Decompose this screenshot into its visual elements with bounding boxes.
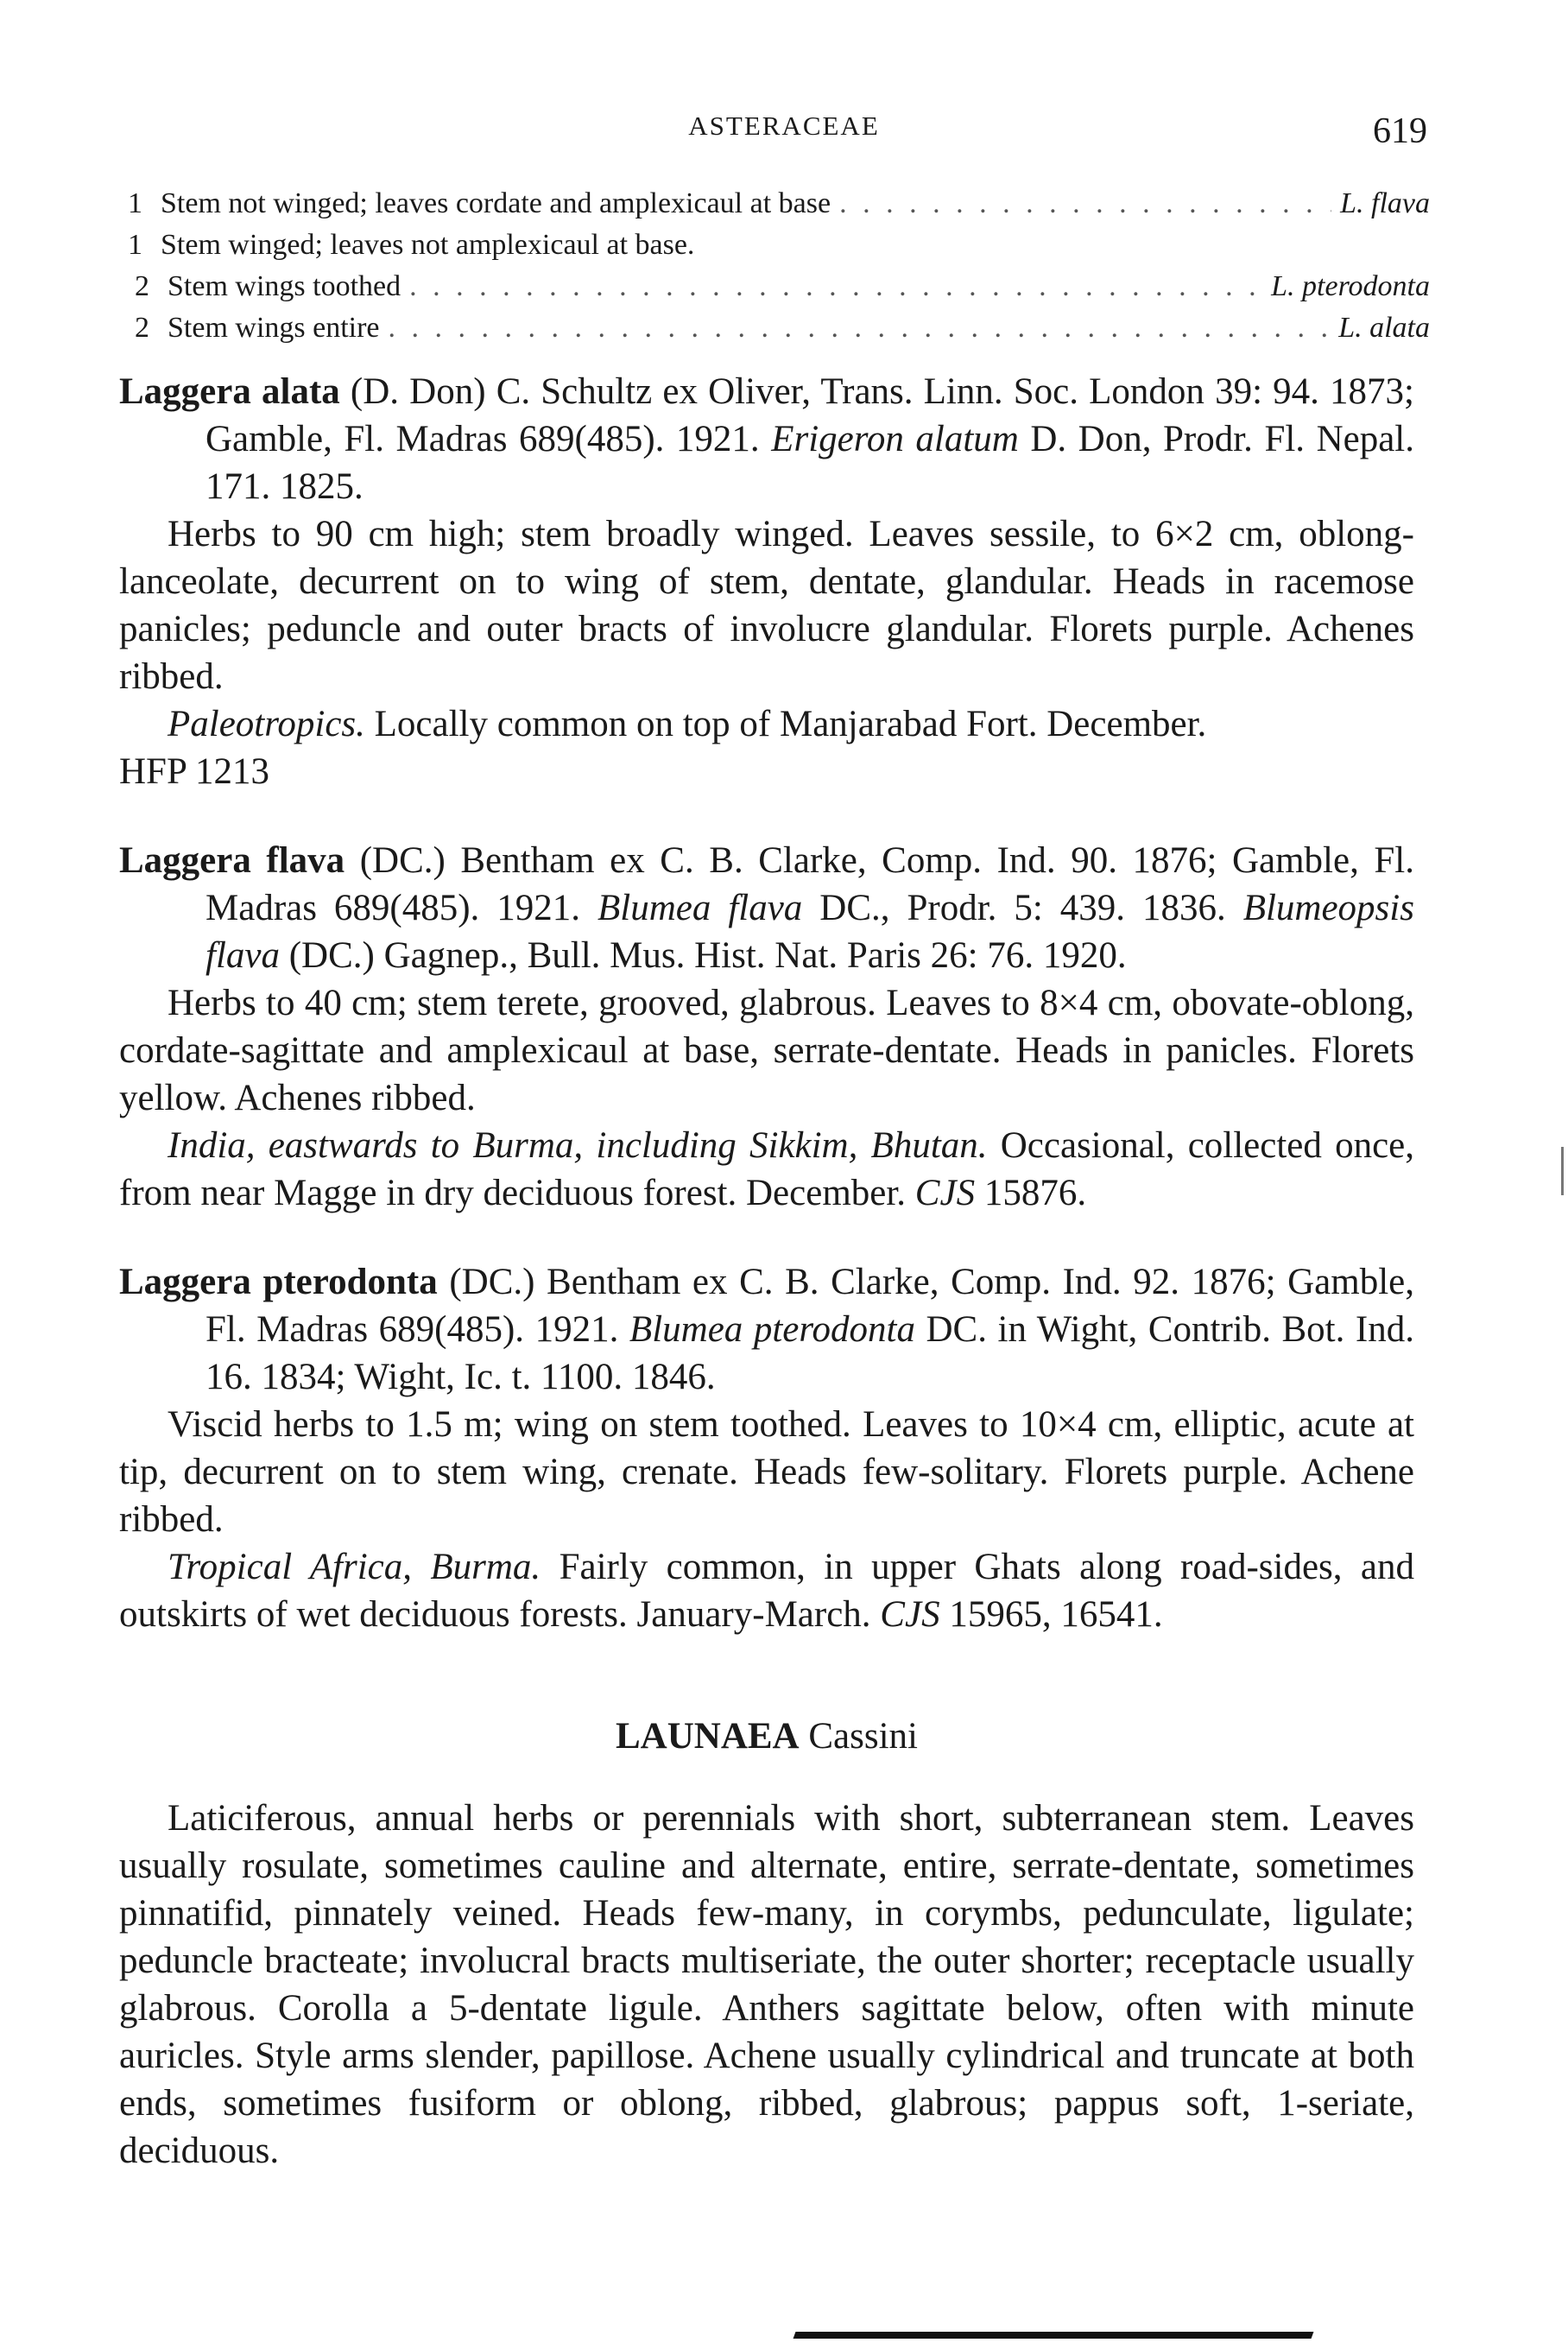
key-number: 2 [135, 270, 149, 302]
species-distribution: Paleotropics. Locally common on top of Manjarabad Fort. December. [168, 704, 1207, 744]
genus-description: Laticiferous, annual herbs or perennials with short, subterranean stem. Leaves usually rosulate, sometimes cauline and alternate, entire, serrate-dentate, sometimes pinnatifid, pinnately veined. Heads few-many, in corymbs, pedunculate, ligulate; peduncle bracteate; involucral bracts multiseriate, the outer shorter; receptacle usually glabrous. Corolla a 5-dentate ligule. Anthers sagittate below, often with minute auricles. Style arms slender, papillose. Achene usually cylindrical and truncate at both ends, sometimes fusiform or oblong, ribbed, glabrous; pappus soft, 1-seriate, deciduous. [119, 1798, 1414, 2171]
voucher-prefix: CJS [914, 1173, 976, 1213]
genus-heading [119, 1713, 1414, 1760]
leader-dots [409, 266, 1262, 307]
genus-name: LAUNAEA [615, 1716, 800, 1757]
species-citation: Laggera alata (D. Don) C. Schultz ex Oliver, Trans. Linn. Soc. London 39: 94. 1873; Gamble, Fl. Madras 689(485). 1921. Erigeron alatum D. Don, Prodr. Fl. Nepal. 171. 1825. [119, 371, 1414, 507]
voucher-prefix: CJS [880, 1594, 940, 1635]
footer-rule [793, 2332, 1314, 2339]
key-number: 2 [135, 312, 149, 344]
key-line [128, 225, 1430, 266]
synonym: Blumeopsis flava [205, 888, 1414, 976]
synonym: Erigeron alatum [771, 419, 1019, 459]
region: Paleotropics. [168, 704, 365, 744]
species-distribution: India, eastwards to Burma, including Sikkim, Bhutan. Occasional, collected once, from near Magge in dry deciduous forest. December. CJS 15876. [119, 1125, 1414, 1213]
key-line [128, 266, 1430, 307]
species-name: Laggera flava [119, 840, 345, 881]
species-citation: Laggera pterodonta (DC.) Bentham ex C. B. Clarke, Comp. Ind. 92. 1876; Gamble, Fl. Madras 689(485). 1921. Blumea pterodonta DC. in Wight, Contrib. Bot. Ind. 16. 1834; Wight, Ic. t. 1100. 1846. [119, 1262, 1415, 1397]
key-target: L. alata [1338, 312, 1430, 344]
key-text: Stem wings toothed [168, 270, 401, 302]
species-description: Herbs to 90 cm high; stem broadly winged. Leaves sessile, to 6×2 cm, oblong-lanceolate, decurrent on to wing of stem, dentate, glandular. Heads in racemose panicles; peduncle and outer bracts of involucre glandular. Florets purple. Achenes ribbed. [119, 514, 1414, 697]
voucher: HFP 1213 [119, 751, 270, 792]
running-head: ASTERACEAE [688, 111, 880, 141]
key-target: L. pterodonta [1271, 270, 1430, 302]
species-content [119, 368, 1414, 2175]
leader-dots [839, 183, 1331, 225]
region: India, eastwards to Burma, including Sikkim, Bhutan. [168, 1125, 988, 1166]
scan-edge-mark [1561, 1147, 1564, 1195]
synonym: Blumea flava [597, 888, 803, 928]
genus-author: Cassini [799, 1716, 919, 1757]
leader-dots [389, 307, 1331, 349]
species-distribution: Tropical Africa, Burma. Fairly common, in upper Ghats along road-sides, and outskirts of wet deciduous forests. January-March. CJS 15965, 16541. [119, 1547, 1414, 1635]
key-line [128, 183, 1430, 225]
species-entry-laggera-flava [119, 837, 1414, 1217]
species-name: Laggera pterodonta [119, 1262, 438, 1302]
species-entry-laggera-pterodonta [119, 1258, 1414, 1638]
species-description: Herbs to 40 cm; stem terete, grooved, glabrous. Leaves to 8×4 cm, obovate-oblong, cordate-sagittate and amplexicaul at base, serrate-dentate. Heads in panicles. Florets yellow. Achenes ribbed. [119, 983, 1414, 1118]
key-number: 1 [128, 187, 142, 219]
species-name: Laggera alata [119, 371, 340, 412]
key-text: Stem wings entire [168, 312, 380, 344]
species-description: Viscid herbs to 1.5 m; wing on stem toothed. Leaves to 10×4 cm, elliptic, acute at tip, decurrent on to stem wing, crenate. Heads few-solitary. Florets purple. Achene ribbed. [119, 1404, 1414, 1540]
synonym: Blumea pterodonta [629, 1309, 915, 1350]
species-citation: Laggera flava (DC.) Bentham ex C. B. Clarke, Comp. Ind. 90. 1876; Gamble, Fl. Madras 689(485). 1921. Blumea flava DC., Prodr. 5: 439. 1836. Blumeopsis flava (DC.) Gagnep., Bull. Mus. Hist. Nat. Paris 26: 76. 1920. [119, 840, 1414, 976]
page-number: 619 [1373, 111, 1427, 151]
key-number: 1 [128, 229, 142, 261]
identification-key [128, 183, 1430, 349]
species-entry-laggera-alata [119, 368, 1414, 795]
key-text: Stem not winged; leaves cordate and amplexicaul at base [161, 187, 831, 219]
key-target: L. flava [1340, 187, 1430, 219]
key-line [128, 307, 1430, 349]
region: Tropical Africa, Burma. [168, 1547, 541, 1587]
key-text: Stem winged; leaves not amplexicaul at base. [161, 229, 695, 261]
